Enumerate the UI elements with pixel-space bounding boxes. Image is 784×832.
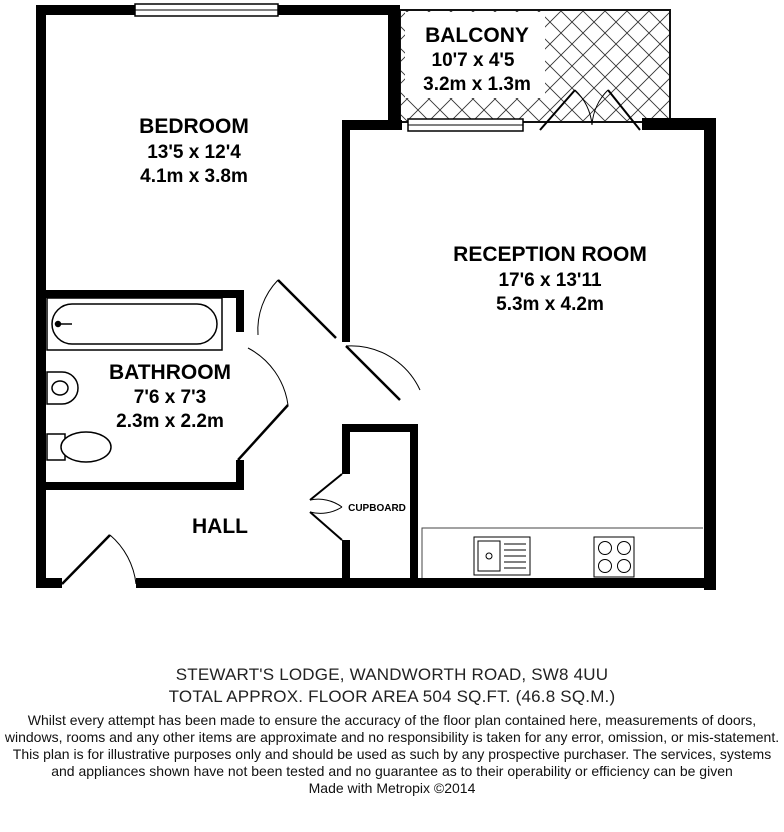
property-address: STEWART'S LODGE, WANDWORTH ROAD, SW8 4UU <box>175 665 609 684</box>
kitchen-units <box>422 528 703 578</box>
bathroom-imperial: 7'6 x 7'3 <box>133 387 207 408</box>
hall-name: HALL <box>192 515 248 538</box>
balcony-name: BALCONY <box>425 24 529 47</box>
bedroom-imperial: 13'5 x 12'4 <box>147 142 241 163</box>
bathtub-icon <box>47 298 222 350</box>
reception-metric: 5.3m x 4.2m <box>496 294 604 315</box>
sink-icon <box>47 372 78 404</box>
toilet-icon <box>47 432 111 462</box>
balcony-imperial: 10'7 x 4'5 <box>431 50 515 71</box>
bedroom-name: BEDROOM <box>139 115 249 138</box>
reception-name: RECEPTION ROOM <box>453 243 647 266</box>
reception-imperial: 17'6 x 13'11 <box>498 270 602 291</box>
plan-footer <box>0 664 784 797</box>
total-floor-area: TOTAL APPROX. FLOOR AREA 504 SQ.FT. (46.8 SQ.M.) <box>168 687 616 706</box>
bathroom-name: BATHROOM <box>108 361 232 384</box>
kitchen-sink-icon <box>474 537 530 575</box>
cupboard-name: CUPBOARD <box>348 503 406 514</box>
disclaimer-text: Whilst every attempt has been made to ensure the accuracy of the floor plan contained here, measurements of doors, windows, rooms and any other items are approximate and no responsibility is taken for any error, omission, or mis-statement. This plan is for illustrative purposes only and should be used as such by any prospective purchaser. The services, systems and appliances shown have not been tested and no guarantee as to their operability or efficiency can be given <box>4 712 780 779</box>
bathroom-metric: 2.3m x 2.2m <box>116 411 224 432</box>
credit-text: Made with Metropix ©2014 <box>308 780 476 796</box>
bedroom-metric: 4.1m x 3.8m <box>140 166 248 187</box>
balcony-metric: 3.2m x 1.3m <box>423 74 531 95</box>
hob-icon <box>594 537 634 577</box>
